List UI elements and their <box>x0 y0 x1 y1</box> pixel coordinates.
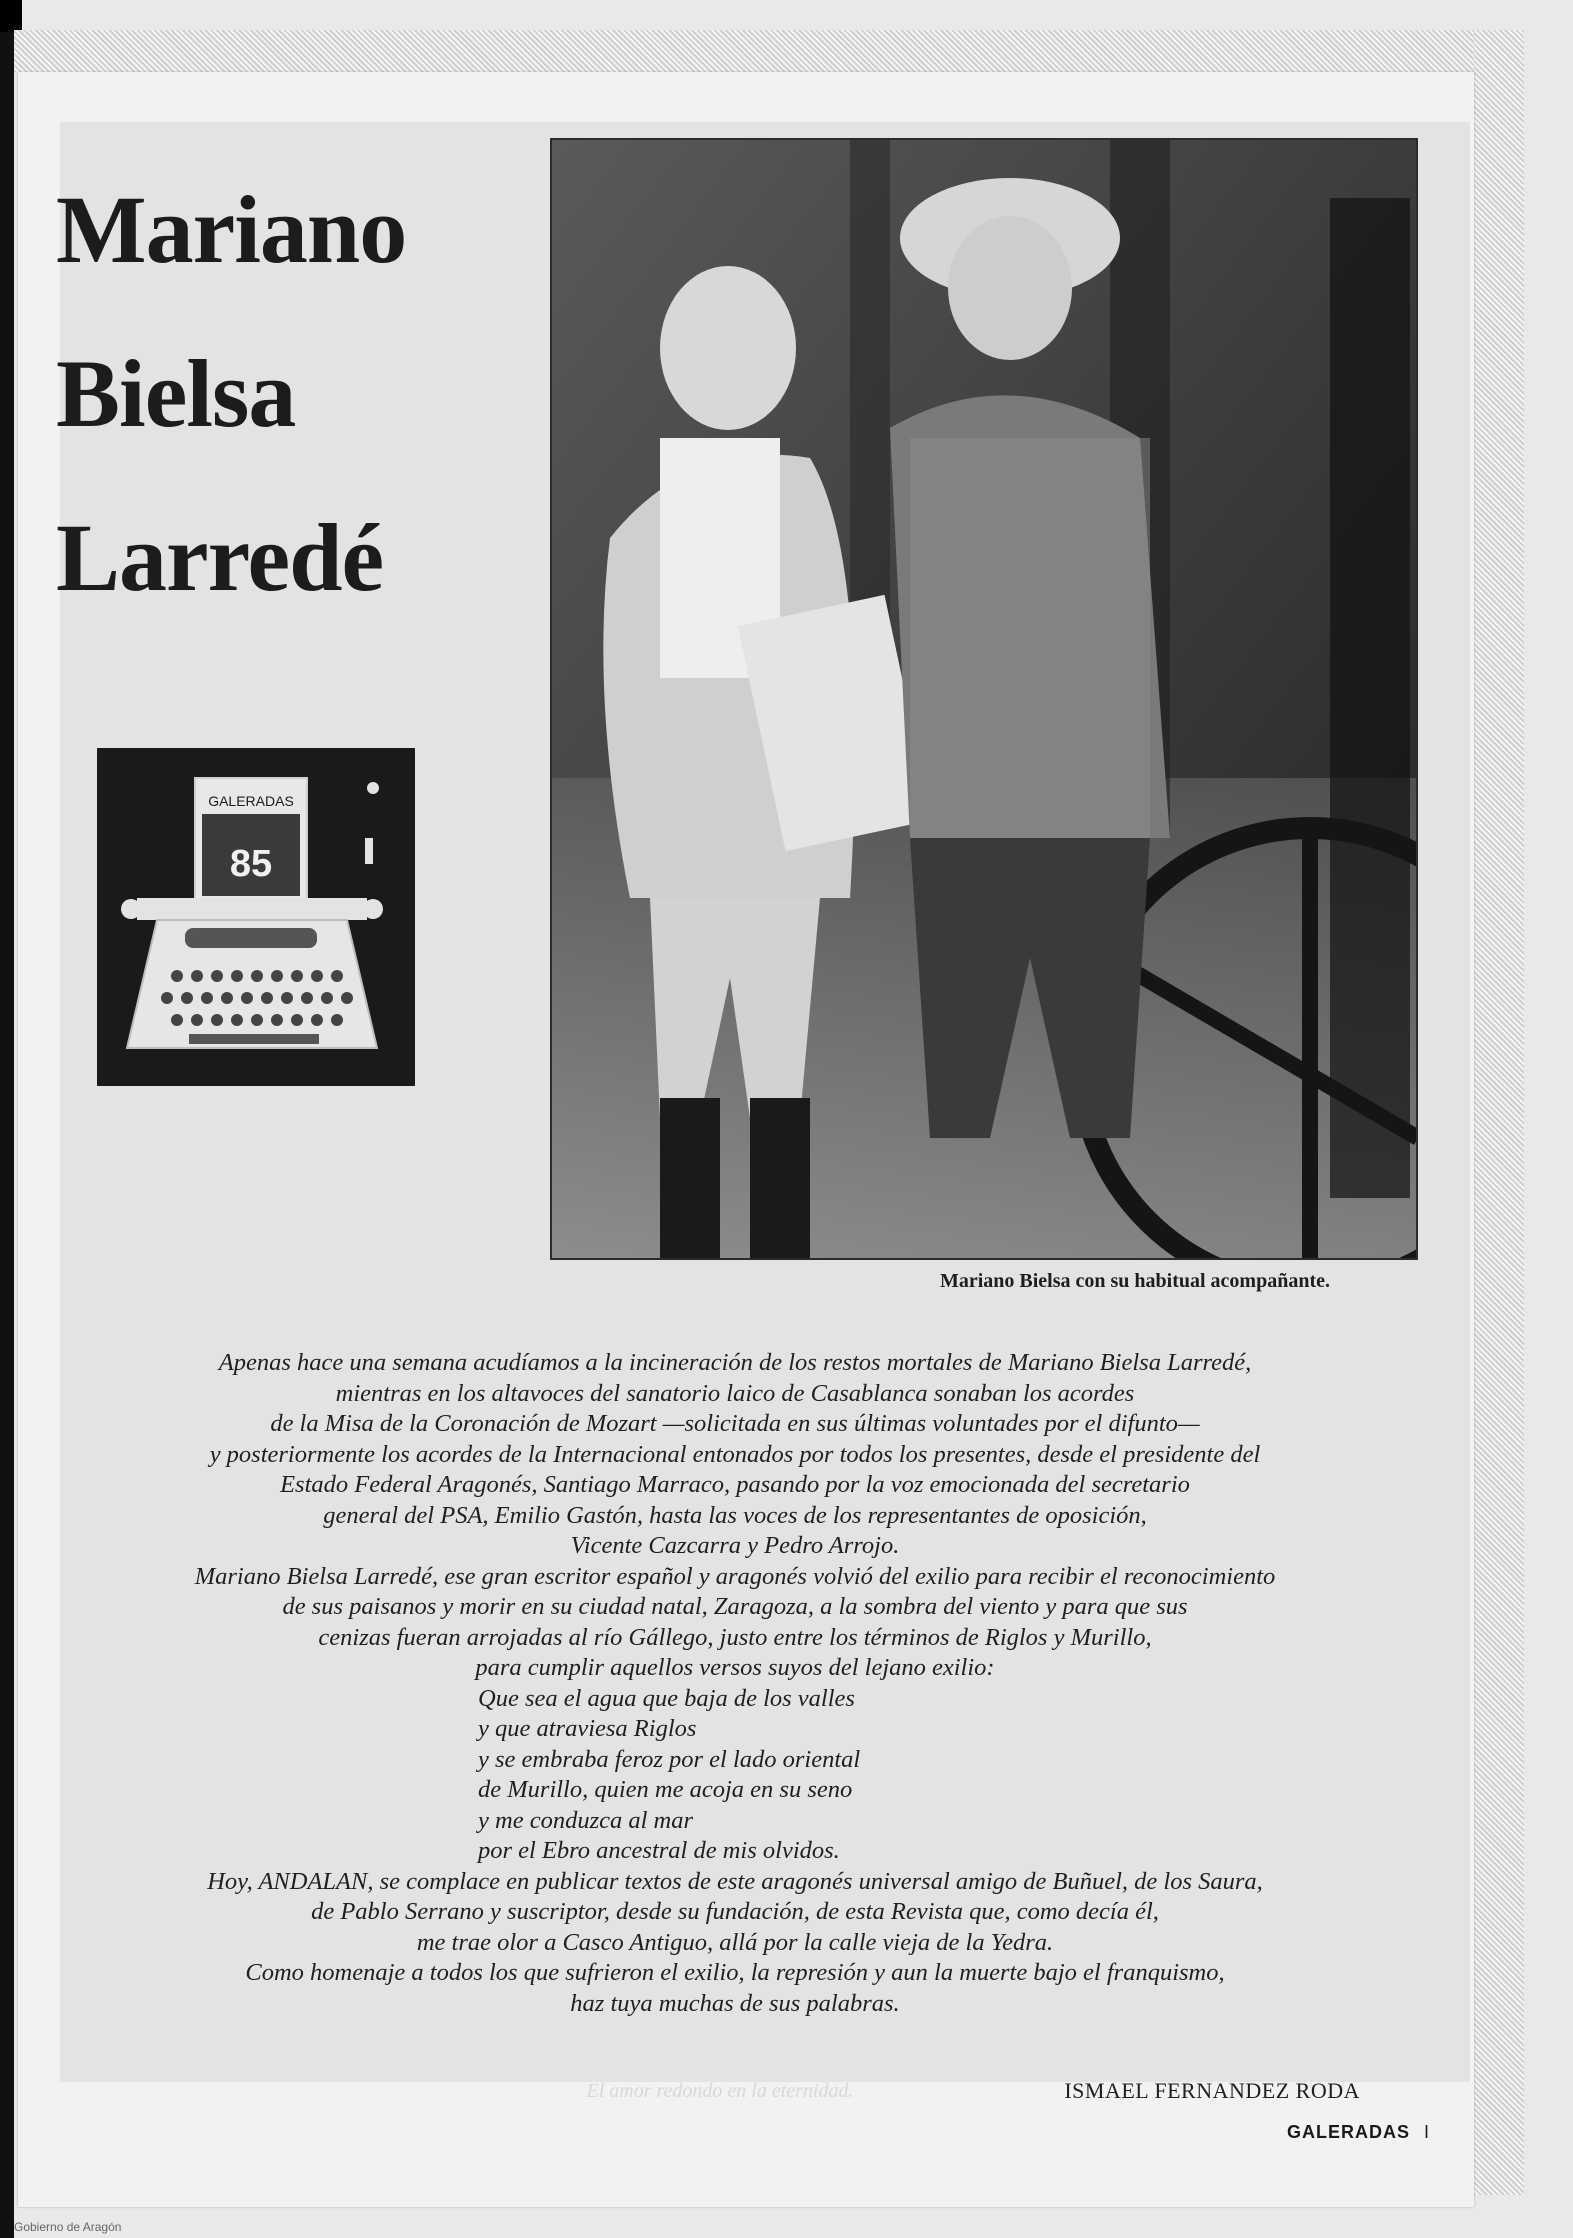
verse-line: por el Ebro ancestral de mis olvidos. <box>478 1837 840 1864</box>
body-line: Apenas hace una semana acudíamos a la incineración de los restos mortales de Mariano Bielsa Larredé, <box>218 1349 1252 1376</box>
body-line: Vicente Cazcarra y Pedro Arrojo. <box>570 1532 900 1559</box>
verse-line: de Murillo, quien me acoja en su seno <box>478 1776 853 1803</box>
closing-line: Hoy, ANDALAN, se complace en publicar textos de este aragonés universal amigo de Buñuel, de los Saura, <box>207 1867 1263 1895</box>
photo-caption: Mariano Bielsa con su habitual acompañante. <box>939 1270 1330 1292</box>
footer-page-number: I <box>1423 2122 1430 2142</box>
verse-line: y que atraviesa Riglos <box>478 1715 697 1742</box>
galeradas-logo <box>97 748 415 1086</box>
body-line: y posteriormente los acordes de la Internacional entonados por todos los presentes, desde el presidente del <box>209 1440 1261 1468</box>
page-footer <box>1280 2122 1430 2143</box>
footer-section: GALERADAS <box>1286 2122 1410 2142</box>
bleed-through-text: El amor redondo en la eternidad. <box>586 2080 854 2102</box>
body-line: mientras en los altavoces del sanatorio laico de Casablanca sonaban los acordes <box>335 1379 1135 1407</box>
typewriter-icon <box>97 748 415 1086</box>
verse-line: y me conduzca al mar <box>478 1806 694 1834</box>
logo-label: GALERADAS <box>208 793 294 809</box>
closing-line: de Pablo Serrano y suscriptor, desde su fundación, de esta Revista que, como decía él, <box>311 1898 1159 1925</box>
archive-watermark: Gobierno de Aragón <box>14 2220 122 2234</box>
photo-illustration <box>550 138 1418 1260</box>
article-body <box>70 1348 1400 2019</box>
verse-line: Que sea el agua que baja de los valles <box>478 1684 855 1712</box>
photo-bielsa-companion <box>550 138 1418 1260</box>
body-line: de sus paisanos y morir en su ciudad natal, Zaragoza, a la sombra del viento y para que sus <box>282 1593 1188 1620</box>
closing-line: me trae olor a Casco Antiguo, allá por la calle vieja de la Yedra. <box>416 1928 1054 1956</box>
article-title <box>56 148 496 640</box>
logo-number: 85 <box>229 843 273 885</box>
scan-hatch-right <box>1474 30 1524 2195</box>
closing-line: Como homenaje a todos los que sufrieron el exilio, la represión y aun la muerte bajo el franquismo, <box>245 1959 1225 1986</box>
poem-verse <box>70 1684 1400 1867</box>
body-line: cenizas fueran arrojadas al río Gállego, justo entre los términos de Riglos y Murillo, <box>318 1623 1152 1651</box>
scan-edge-notch <box>0 0 22 32</box>
title-line-1: Mariano <box>56 176 407 283</box>
body-line: general del PSA, Emilio Gastón, hasta las voces de los representantes de oposición, <box>323 1501 1147 1529</box>
verse-line: y se embraba feroz por el lado oriental <box>478 1745 861 1773</box>
scan-edge-left <box>0 0 14 2238</box>
scan-hatch-top <box>14 30 1524 72</box>
closing-line: haz tuya muchas de sus palabras. <box>570 1989 900 2017</box>
title-line-2: Bielsa <box>56 340 296 447</box>
body-line: Estado Federal Aragonés, Santiago Marraco, pasando por la voz emocionada del secretario <box>280 1471 1190 1498</box>
body-line: de la Misa de la Coronación de Mozart —solicitada en sus últimas voluntades por el difunto— <box>270 1410 1200 1437</box>
title-line-3: Larredé <box>56 504 384 611</box>
body-line: para cumplir aquellos versos suyos del lejano exilio: <box>475 1654 995 1681</box>
body-line: Mariano Bielsa Larredé, ese gran escritor español y aragonés volvió del exilio para recibir el reconocimiento <box>194 1562 1276 1590</box>
author-signature: ISMAEL FERNANDEZ RODA <box>1064 2078 1360 2103</box>
